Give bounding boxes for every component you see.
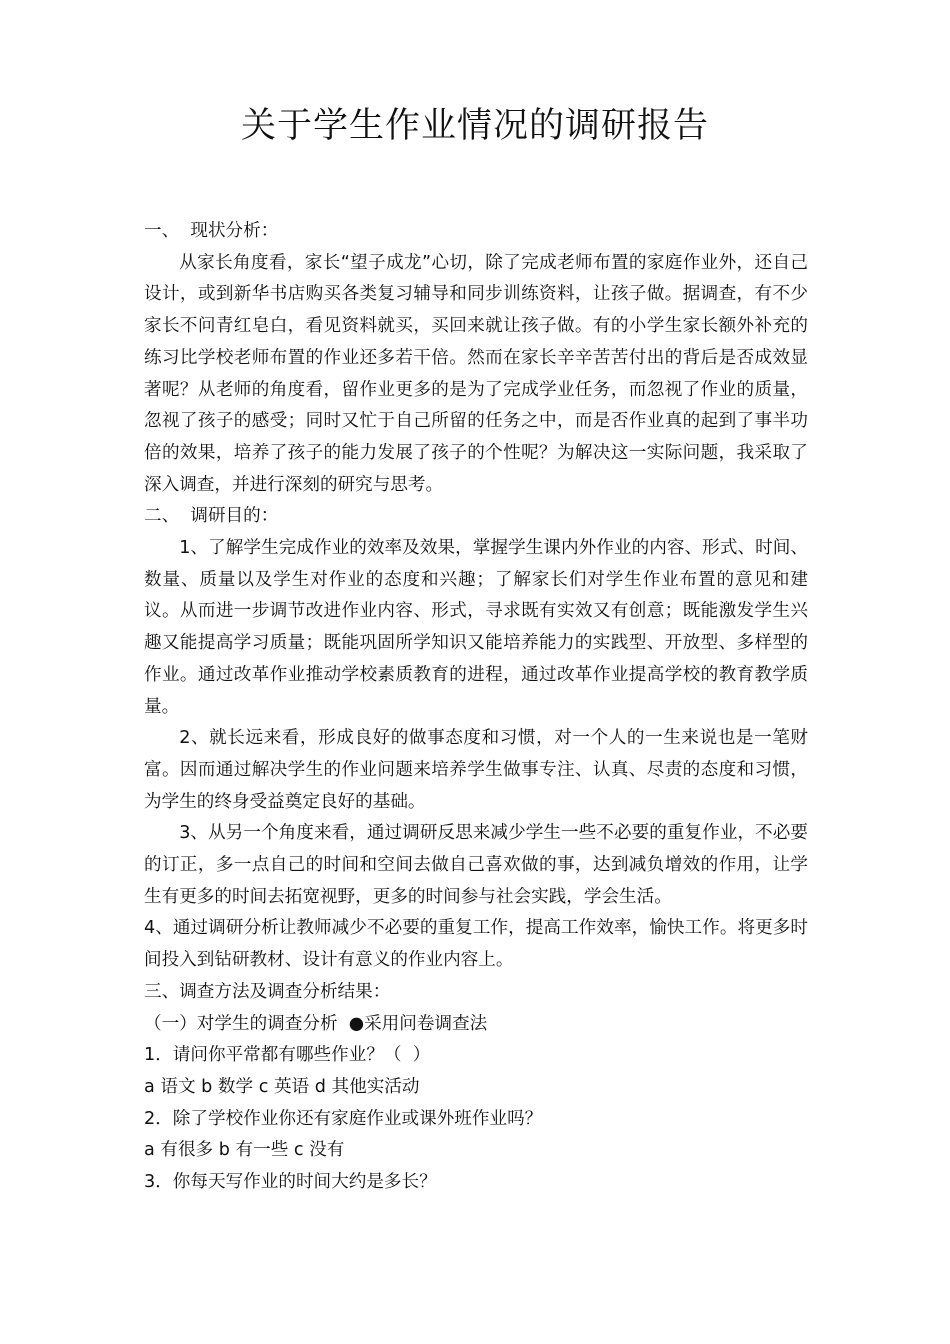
document-body [144,216,808,1199]
question-3: 3．你每天写作业的时间大约是多长？ [144,1172,437,1193]
paragraph-purpose-3: 3、从另一个角度来看，通过调研反思来减少学生一些不必要的重复作业，不必要的订正，多一点自己的时间和空间去做自己喜欢做的事，达到减负增效的作用，让学生有更多的时间去拓宽视野，更多的时间参与社会实践，学会生活。 [144,823,808,907]
section-heading-2: 二、 调研目的： [144,506,279,527]
question-1: 1．请问你平常都有哪些作业？（ ） [144,1045,431,1066]
section-heading-3: 三、调查方法及调查分析结果： [144,981,391,1002]
document-title: 关于学生作业情况的调研报告 [240,106,709,146]
question-2: 2．除了学校作业你还有家庭作业或课外班作业吗？ [144,1108,543,1129]
paragraph-status-analysis: 从家长角度看，家长“望子成龙”心切，除了完成老师布置的家庭作业外，还自己设计，或到新华书店购买各类复习辅导和同步训练资料，让孩子做。据调查，有不少家长不问青红皂白，看见资料就买，买回来就让孩子做。有的小学生家长额外补充的练习比学校老师布置的作业还多若干倍。然而在家长辛辛苦苦付出的背后是否成效显著呢？从老师的角度看，留作业更多的是为了完成学业任务，而忽视了作业的质量，忽视了孩子的感受；同时又忙于自己所留的任务之中，而是否作业真的起到了事半功倍的效果，培养了孩子的能力发展了孩子的个性呢？为解决这一实际问题，我采取了深入调查，并进行深刻的研究与思考。 [144,252,808,495]
question-2-options: a 有很多 b 有一些 c 没有 [144,1140,345,1161]
question-1-options: a 语文 b 数学 c 英语 d 其他实活动 [144,1076,420,1097]
paragraph-purpose-1: 1、了解学生完成作业的效率及效果，掌握学生课内外作业的内容、形式、时间、数量、质量以及学生对作业的态度和兴趣；了解家长们对学生作业布置的意见和建议。从而进一步调节改进作业内容、形式，寻求既有实效又有创意；既能激发学生兴趣又能提高学习质量；既能巩固所学知识又能培养能力的实践型、开放型、多样型的作业。通过改革作业推动学校素质教育的进程，通过改革作业提高学校的教育教学质量。 [144,538,808,717]
paragraph-purpose-4: 4、通过调研分析让教师减少不必要的重复工作，提高工作效率，愉快工作。将更多时间投入到钻研教材、设计有意义的作业内容上。 [144,918,808,971]
subsection-heading-student-survey: （一）对学生的调查分析 ●采用问卷调查法 [144,1013,488,1034]
paragraph-purpose-2: 2、就长远来看，形成良好的做事态度和习惯，对一个人的一生来说也是一笔财富。因而通过解决学生的作业问题来培养学生做事专注、认真、尽责的态度和习惯，为学生的终身受益奠定良好的基础。 [144,728,808,812]
section-heading-1: 一、 现状分析： [144,221,279,241]
